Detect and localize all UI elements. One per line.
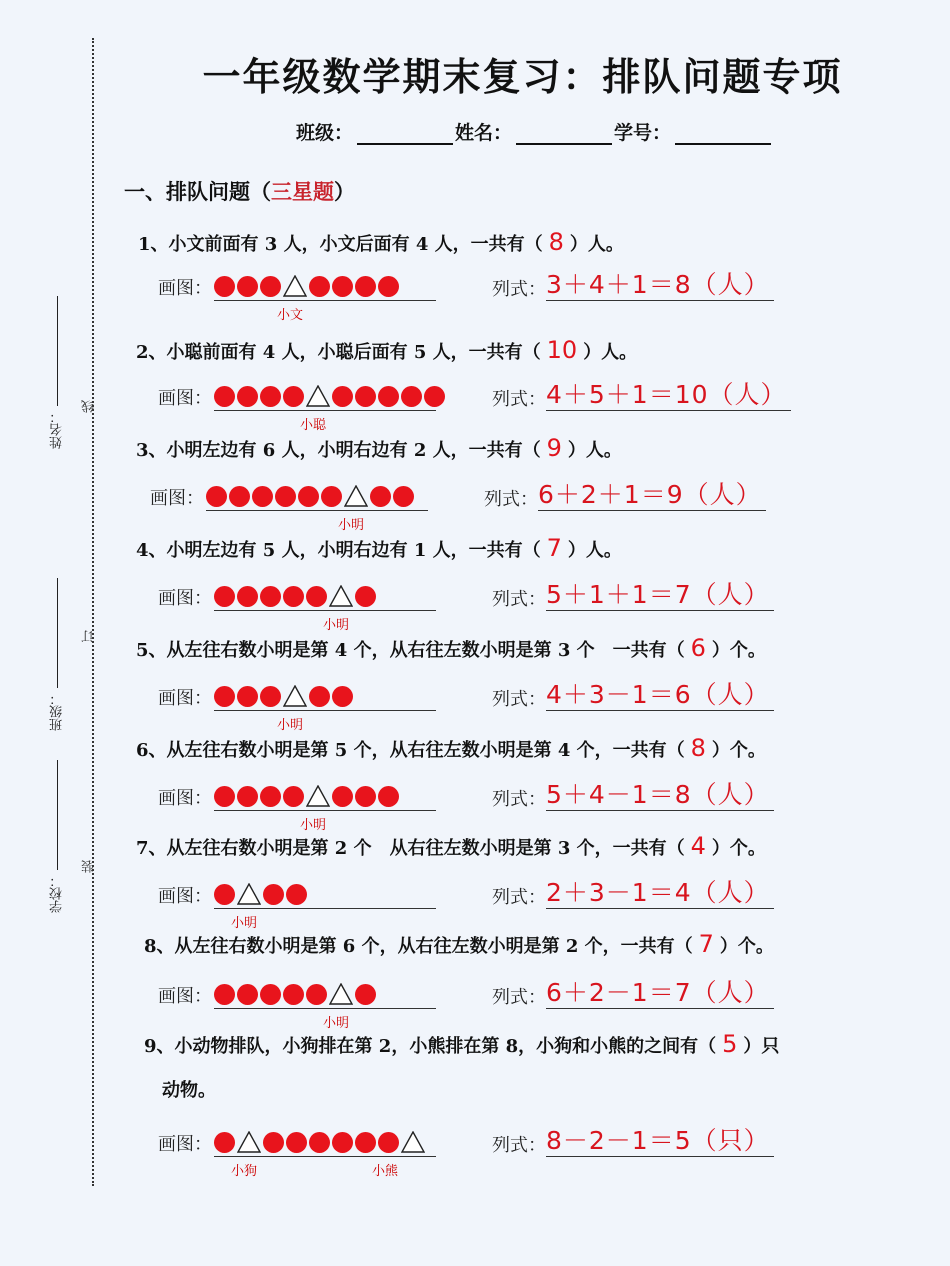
person-dot [286, 1132, 307, 1153]
person-dot [260, 586, 281, 607]
question-suffix: ）人。 [583, 342, 638, 363]
formula-label: 列式： [492, 789, 546, 810]
drawing-row [158, 782, 436, 833]
person-name-tag: 小明 [300, 818, 327, 833]
person-dot [214, 884, 235, 905]
person-name-tag: 小聪 [300, 418, 327, 433]
queue-drawing [214, 782, 436, 833]
queue-drawing [214, 980, 436, 1031]
drawing-label: 画图： [150, 487, 204, 509]
section-stars: 三星题 [271, 179, 334, 204]
binding-mark-line: 线 [82, 400, 97, 413]
binding-dotted-line [92, 38, 94, 1186]
page-title: 一年级数学期末复习：排队问题专项 [202, 54, 843, 99]
question-text: 3、小明左边有 6 人，小明右边有 2 人，一共有（ [136, 440, 541, 461]
formula-row [492, 380, 791, 411]
person-dot [252, 486, 273, 507]
target-triangle-icon [329, 585, 353, 607]
person-dot [283, 586, 304, 607]
person-dot [260, 386, 281, 407]
person-dot [332, 276, 353, 297]
answer-value: 9 [546, 434, 562, 462]
question-4 [136, 534, 622, 562]
person-dot [378, 786, 399, 807]
queue-drawing [214, 382, 436, 433]
section-heading [124, 176, 355, 206]
question-9 [144, 1030, 779, 1102]
queue-drawing [214, 682, 436, 733]
drawing-label: 画图： [158, 277, 212, 299]
drawing-row [158, 880, 436, 931]
person-dot [332, 386, 353, 407]
person-dot [214, 276, 235, 297]
person-name-tag: 小明 [323, 618, 350, 633]
formula-row [484, 480, 766, 511]
question-suffix: ）个。 [719, 936, 774, 957]
id-blank[interactable] [675, 123, 771, 145]
person-dot [378, 386, 399, 407]
question-suffix: ）人。 [567, 540, 622, 561]
binding-mark-bind: 订 [82, 630, 97, 643]
binding-school-field [48, 760, 67, 913]
person-dot [309, 1132, 330, 1153]
target-triangle-icon [283, 685, 307, 707]
person-dot [306, 586, 327, 607]
question-suffix: ）个。 [711, 740, 766, 761]
drawing-label: 画图： [158, 985, 212, 1007]
drawing-row [158, 582, 436, 633]
formula-label: 列式： [492, 279, 546, 300]
person-dot [260, 686, 281, 707]
person-dot [263, 1132, 284, 1153]
question-text: 5、从左往右数小明是第 4 个，从右往左数小明是第 3 个 一共有（ [136, 640, 685, 661]
person-dot [355, 984, 376, 1005]
question-suffix: ）只 [743, 1036, 780, 1057]
person-dot [214, 786, 235, 807]
person-dot [355, 386, 376, 407]
answer-value: 5 [722, 1030, 738, 1058]
binding-class-blank [57, 578, 58, 688]
formula-row [492, 1126, 774, 1157]
formula-label: 列式： [492, 689, 546, 710]
person-dot [355, 1132, 376, 1153]
drawing-label: 画图： [158, 885, 212, 907]
person-dot [306, 984, 327, 1005]
drawing-label: 画图： [158, 687, 212, 709]
question-3 [136, 434, 622, 462]
person-name-tag: 小明 [338, 518, 365, 533]
formula-expression: 5＋4－1＝8（人） [546, 780, 774, 811]
drawing-row [158, 382, 436, 433]
answer-value: 6 [690, 634, 706, 662]
binding-name-field [48, 296, 67, 449]
person-dot [355, 586, 376, 607]
binding-school-blank [57, 760, 58, 870]
target-triangle-icon [283, 275, 307, 297]
person-dot [237, 786, 258, 807]
binding-mark-pack: 装 [82, 860, 97, 873]
formula-label: 列式： [492, 1135, 546, 1156]
drawing-label: 画图： [158, 1133, 212, 1155]
target-triangle-icon [306, 385, 330, 407]
question-text: 9、小动物排队，小狗排在第 2，小熊排在第 8，小狗和小熊的之间有（ [144, 1036, 717, 1057]
person-dot [283, 386, 304, 407]
person-dot [332, 686, 353, 707]
queue-drawing [214, 1128, 436, 1179]
binding-name-label: 姓名： [50, 410, 65, 449]
question-6 [136, 734, 766, 762]
person-dot [237, 386, 258, 407]
question-suffix: ）人。 [567, 440, 622, 461]
target-triangle-icon [237, 1131, 261, 1153]
person-dot [283, 984, 304, 1005]
question-continuation: 动物。 [162, 1080, 216, 1101]
formula-expression: 6＋2－1＝7（人） [546, 978, 774, 1009]
drawing-label: 画图： [158, 387, 212, 409]
person-name-tag: 小熊 [372, 1164, 399, 1179]
question-1 [138, 228, 624, 256]
person-dot [237, 984, 258, 1005]
binding-name-blank [57, 296, 58, 406]
person-dot [332, 1132, 353, 1153]
formula-expression: 4＋5＋1＝10（人） [546, 380, 791, 411]
person-dot [260, 276, 281, 297]
person-dot [370, 486, 391, 507]
question-suffix: ）个。 [711, 838, 766, 859]
person-name-tag: 小明 [323, 1016, 350, 1031]
target-triangle-icon [344, 485, 368, 507]
target-triangle-icon [401, 1131, 425, 1153]
formula-row [492, 780, 774, 811]
formula-row [492, 978, 774, 1009]
person-dot [206, 486, 227, 507]
person-dot [237, 586, 258, 607]
binding-class-label: 班级： [50, 692, 65, 731]
formula-expression: 4＋3－1＝6（人） [546, 680, 774, 711]
question-text: 1、小文前面有 3 人，小文后面有 4 人，一共有（ [138, 234, 543, 255]
formula-row [492, 270, 774, 301]
formula-label: 列式： [492, 589, 546, 610]
person-dot [401, 386, 422, 407]
question-text: 4、小明左边有 5 人，小明右边有 1 人，一共有（ [136, 540, 541, 561]
question-8 [144, 930, 774, 958]
person-dot [355, 786, 376, 807]
target-triangle-icon [329, 983, 353, 1005]
question-7 [136, 832, 766, 860]
formula-label: 列式： [492, 887, 546, 908]
formula-row [492, 878, 774, 909]
binding-class-field [48, 578, 67, 731]
drawing-row [158, 980, 436, 1031]
person-dot [237, 686, 258, 707]
section-suffix: ） [334, 179, 355, 204]
person-dot [214, 386, 235, 407]
person-name-tag: 小文 [277, 308, 304, 323]
person-dot [214, 984, 235, 1005]
drawing-row [158, 272, 436, 323]
person-dot [424, 386, 445, 407]
question-5 [136, 634, 766, 662]
formula-expression: 2＋3－1＝4（人） [546, 878, 774, 909]
name-blank[interactable] [516, 123, 612, 145]
answer-value: 7 [546, 534, 562, 562]
person-name-tag: 小狗 [231, 1164, 258, 1179]
target-triangle-icon [306, 785, 330, 807]
answer-value: 8 [548, 228, 564, 256]
drawing-row [158, 1128, 436, 1179]
formula-row [492, 680, 774, 711]
binding-school-label: 学校： [50, 874, 65, 913]
question-2 [136, 336, 637, 364]
question-text: 6、从左往右数小明是第 5 个，从右往左数小明是第 4 个，一共有（ [136, 740, 685, 761]
question-suffix: ）人。 [569, 234, 624, 255]
person-dot [378, 276, 399, 297]
drawing-row [158, 682, 436, 733]
person-dot [298, 486, 319, 507]
person-dot [355, 276, 376, 297]
section-prefix: 一、排队问题（ [124, 179, 271, 204]
queue-drawing [206, 482, 428, 533]
person-dot [321, 486, 342, 507]
person-dot [214, 586, 235, 607]
formula-expression: 8－2－1＝5（只） [546, 1126, 774, 1157]
formula-expression: 6＋2＋1＝9（人） [538, 480, 766, 511]
drawing-label: 画图： [158, 787, 212, 809]
formula-label: 列式： [492, 389, 546, 410]
person-dot [309, 276, 330, 297]
queue-drawing [214, 880, 436, 931]
formula-expression: 5＋1＋1＝7（人） [546, 580, 774, 611]
target-triangle-icon [237, 883, 261, 905]
student-info-row [296, 118, 773, 145]
formula-label: 列式： [492, 987, 546, 1008]
person-dot [260, 786, 281, 807]
person-dot [229, 486, 250, 507]
person-dot [283, 786, 304, 807]
answer-value: 7 [698, 930, 714, 958]
question-suffix: ）个。 [711, 640, 766, 661]
name-label: 姓名： [455, 122, 513, 144]
person-dot [286, 884, 307, 905]
question-text: 2、小聪前面有 4 人，小聪后面有 5 人，一共有（ [136, 342, 541, 363]
person-name-tag: 小明 [277, 718, 304, 733]
person-dot [332, 786, 353, 807]
formula-row [492, 580, 774, 611]
person-dot [309, 686, 330, 707]
person-dot [378, 1132, 399, 1153]
person-dot [237, 276, 258, 297]
queue-drawing [214, 582, 436, 633]
answer-value: 8 [690, 734, 706, 762]
queue-drawing [214, 272, 436, 323]
class-blank[interactable] [357, 123, 453, 145]
drawing-row [150, 482, 428, 533]
formula-expression: 3＋4＋1＝8（人） [546, 270, 774, 301]
person-name-tag: 小明 [231, 916, 258, 931]
person-dot [260, 984, 281, 1005]
answer-value: 10 [546, 336, 578, 364]
person-dot [275, 486, 296, 507]
question-text: 7、从左往右数小明是第 2 个 从右往左数小明是第 3 个，一共有（ [136, 838, 685, 859]
person-dot [263, 884, 284, 905]
question-text: 8、从左往右数小明是第 6 个，从右往左数小明是第 2 个，一共有（ [144, 936, 693, 957]
person-dot [393, 486, 414, 507]
formula-label: 列式： [484, 489, 538, 510]
class-label: 班级： [296, 122, 354, 144]
person-dot [214, 1132, 235, 1153]
id-label: 学号： [614, 122, 672, 144]
drawing-label: 画图： [158, 587, 212, 609]
answer-value: 4 [690, 832, 706, 860]
person-dot [214, 686, 235, 707]
